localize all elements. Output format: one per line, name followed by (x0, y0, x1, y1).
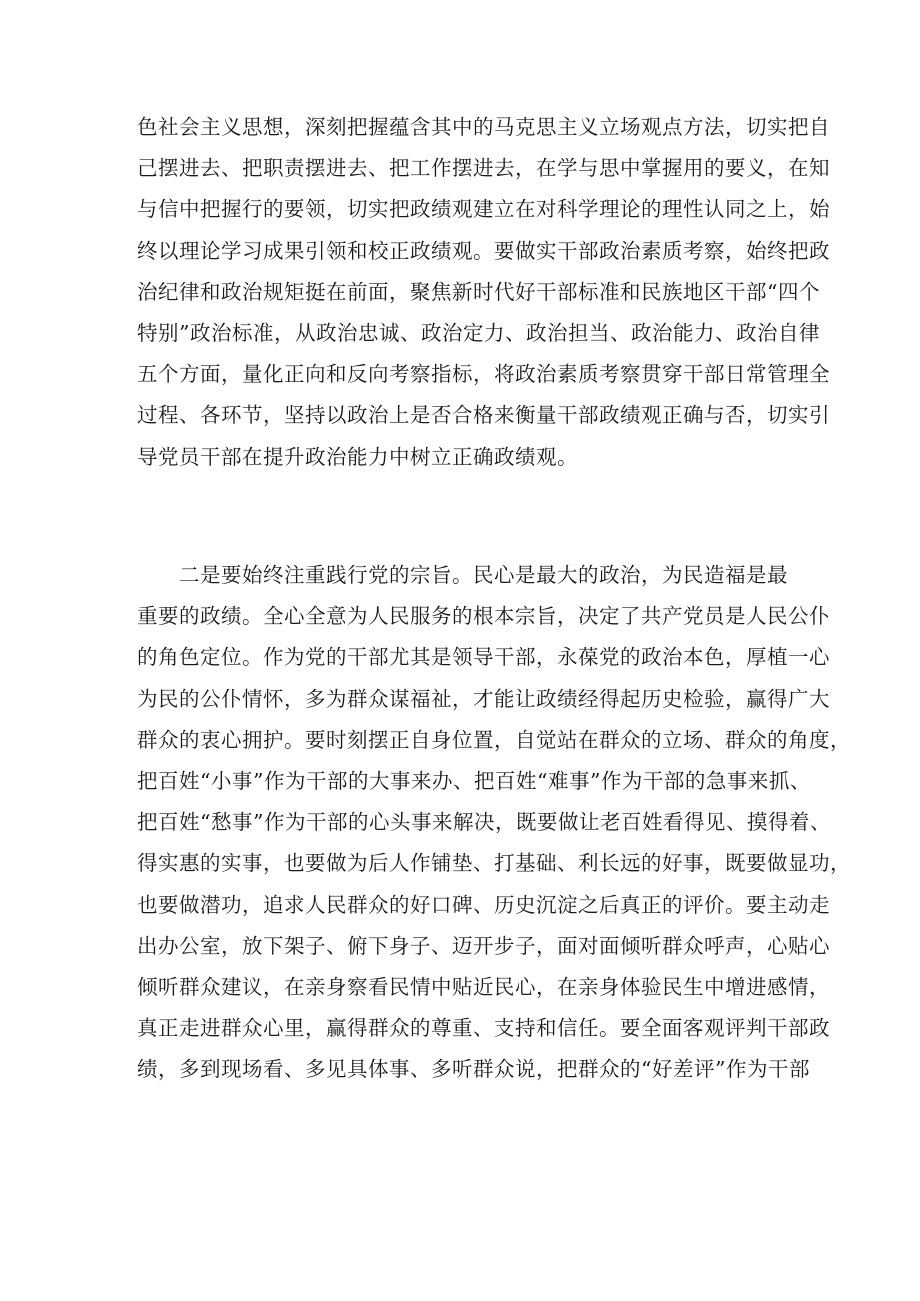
paragraph-line: 出办公室，放下架子、俯下身子、迈开步子，面对面倾听群众呼声，心贴心 (137, 933, 830, 958)
paragraph-line: 二是要始终注重践行党的宗旨。民心是最大的政治，为民造福是最 (179, 563, 788, 587)
paragraph-line: 终以理论学习成果引领和校正政绩观。要做实干部政治素质考察，始终把政 (137, 238, 830, 263)
paragraph-line: 五个方面，量化正向和反向考察指标，将政治素质考察贯穿干部日常管理全 (137, 362, 830, 387)
paragraph-line: 把百姓“愁事”作为干部的心头事来解决，既要做让老百姓看得见、摸得着、 (137, 810, 831, 835)
paragraph-2 (137, 555, 851, 1090)
paragraph-line: 过程、各环节，坚持以政治上是否合格来衡量干部政绩观正确与否，切实引 (137, 403, 830, 428)
paragraph-line: 治纪律和政治规矩挺在前面，聚焦新时代好干部标准和民族地区干部“四个 (137, 279, 820, 304)
paragraph-line: 为民的公仆情怀，多为群众谋福祉，才能让政绩经得起历史检验，赢得广大 (137, 686, 830, 711)
paragraph-line: 得实惠的实事，也要做为后人作铺垫、打基础、利长远的好事，既要做显功， (137, 851, 851, 876)
paragraph-line: 的角色定位。作为党的干部尤其是领导干部，永葆党的政治本色，厚植一心 (137, 645, 830, 670)
paragraph-line: 与信中把握行的要领，切实把政绩观建立在对科学理论的理性认同之上，始 (137, 197, 830, 222)
paragraph-line: 色社会主义思想，深刻把握蕴含其中的马克思主义立场观点方法，切实把自 (137, 115, 830, 139)
paragraph-line: 也要做潜功，追求人民群众的好口碑、历史沉淀之后真正的评价。要主动走 (137, 892, 830, 917)
paragraph-line: 倾听群众建议，在亲身察看民情中贴近民心，在亲身体验民生中增进感情， (137, 974, 830, 999)
paragraph-line: 导党员干部在提升政治能力中树立正确政绩观。 (137, 444, 578, 469)
paragraph-line: 绩，多到现场看、多见具体事、多听群众说，把群众的“好差评”作为干部 (137, 1057, 810, 1082)
paragraph-line: 特别”政治标准，从政治忠诚、政治定力、政治担当、政治能力、政治自律 (137, 320, 820, 345)
paragraph-line: 重要的政绩。全心全意为人民服务的根本宗旨，决定了共产党员是人民公仆 (137, 604, 830, 629)
paragraph-line: 己摆进去、把职责摆进去、把工作摆进去，在学与思中掌握用的要义，在知 (137, 156, 830, 181)
paragraph-line: 真正走进群众心里，赢得群众的尊重、支持和信任。要全面客观评判干部政 (137, 1016, 830, 1041)
paragraph-line: 把百姓“小事”作为干部的大事来办、把百姓“难事”作为干部的急事来抓、 (137, 768, 811, 793)
paragraph-line: 群众的衷心拥护。要时刻摆正自身位置，自觉站在群众的立场、群众的角度， (137, 727, 851, 752)
paragraph-1 (137, 107, 830, 478)
